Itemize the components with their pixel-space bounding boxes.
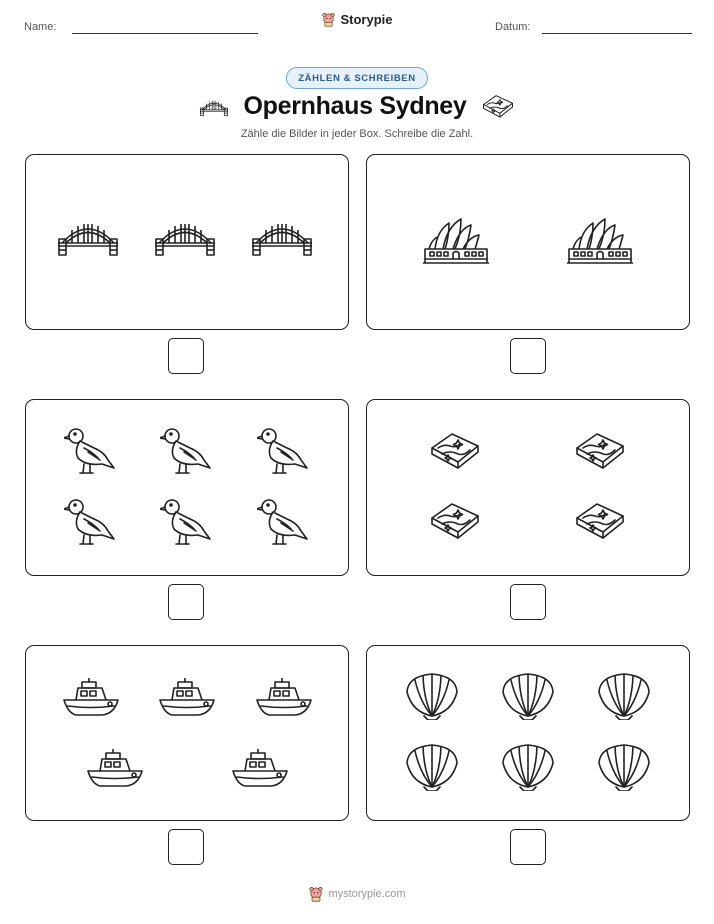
ferry-boat-icon bbox=[158, 678, 216, 718]
map-icon bbox=[481, 93, 515, 121]
seagull-icon bbox=[64, 497, 116, 547]
seagull-icon bbox=[257, 497, 309, 547]
seashell-icon bbox=[500, 672, 556, 720]
date-label: Datum: bbox=[495, 21, 531, 33]
map-icon bbox=[428, 500, 482, 544]
seagull-icon bbox=[64, 426, 116, 476]
answer-box[interactable] bbox=[168, 584, 204, 620]
seashell-icon bbox=[500, 743, 556, 791]
counting-box-maps bbox=[366, 399, 690, 576]
page-title: Opernhaus Sydney bbox=[243, 92, 467, 120]
brand-name: Storypie bbox=[340, 12, 393, 27]
title-row bbox=[0, 92, 714, 121]
opera-house-icon bbox=[565, 215, 635, 265]
bridge-icon bbox=[56, 217, 120, 257]
bridge-icon bbox=[250, 217, 314, 257]
name-label: Name: bbox=[24, 21, 57, 33]
bridge-icon bbox=[199, 97, 229, 117]
answer-box[interactable] bbox=[168, 338, 204, 374]
seashell-icon bbox=[596, 743, 652, 791]
name-line[interactable] bbox=[72, 33, 258, 34]
seagull-icon bbox=[257, 426, 309, 476]
instructions: Zähle die Bilder in jeder Box. Schreibe die Zahl. bbox=[240, 128, 474, 140]
seashell-icon bbox=[404, 672, 460, 720]
footer bbox=[0, 886, 714, 902]
ferry-boat-icon bbox=[62, 678, 120, 718]
storypie-logo-icon bbox=[308, 886, 324, 902]
map-icon bbox=[573, 500, 627, 544]
ferry-boat-icon bbox=[86, 749, 144, 789]
footer-url[interactable]: mystorypie.com bbox=[328, 888, 406, 900]
answer-box[interactable] bbox=[510, 829, 546, 865]
seagull-icon bbox=[160, 426, 212, 476]
seashell-icon bbox=[596, 672, 652, 720]
seagull-icon bbox=[160, 497, 212, 547]
counting-box-shells bbox=[366, 645, 690, 821]
answer-box[interactable] bbox=[510, 338, 546, 374]
answer-box[interactable] bbox=[168, 829, 204, 865]
answer-box[interactable] bbox=[510, 584, 546, 620]
date-line[interactable] bbox=[542, 33, 692, 34]
counting-box-opera-house bbox=[366, 154, 690, 330]
counting-box-seagulls bbox=[25, 399, 349, 576]
counting-box-boats bbox=[25, 645, 349, 821]
ferry-boat-icon bbox=[231, 749, 289, 789]
storypie-logo-icon bbox=[321, 12, 336, 27]
counting-box-bridges bbox=[25, 154, 349, 330]
map-icon bbox=[428, 430, 482, 474]
opera-house-icon bbox=[421, 215, 491, 265]
seashell-icon bbox=[404, 743, 460, 791]
bridge-icon bbox=[153, 217, 217, 257]
ferry-boat-icon bbox=[255, 678, 313, 718]
brand-logo bbox=[0, 12, 714, 27]
map-icon bbox=[573, 430, 627, 474]
category-tag: ZÄHLEN & SCHREIBEN bbox=[286, 67, 428, 89]
